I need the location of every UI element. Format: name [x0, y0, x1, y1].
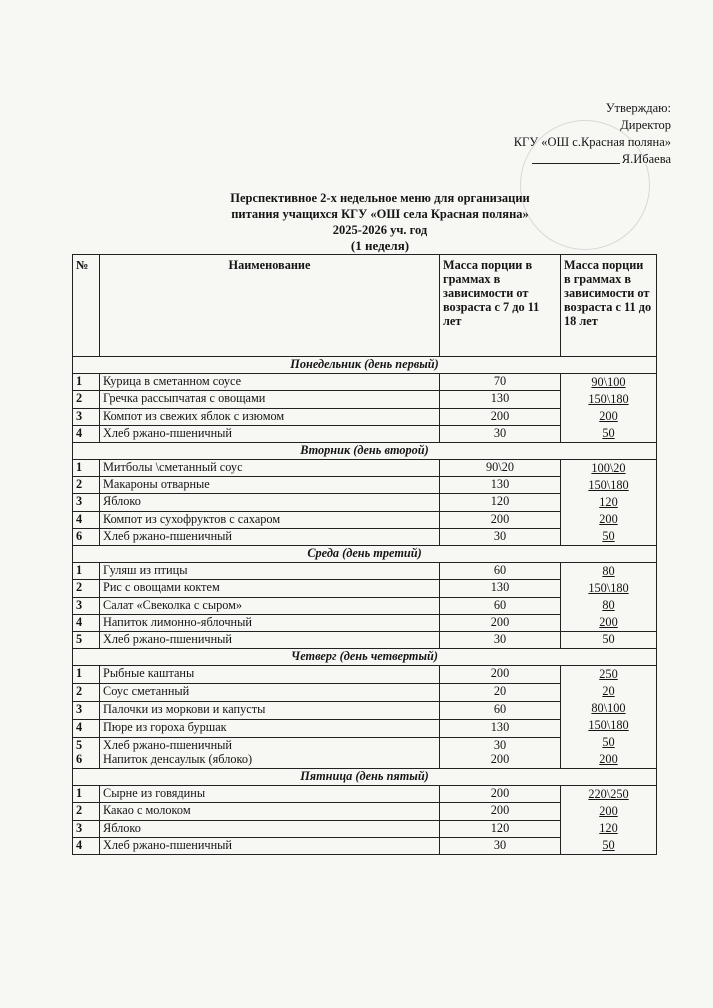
- day-title: Понедельник (день первый): [73, 357, 657, 374]
- title-line-2: питания учащихся КГУ «ОШ села Красная поляна»: [231, 207, 529, 221]
- day-title: Пятница (день пятый): [73, 769, 657, 786]
- item-name: Хлеб ржано-пшеничный: [100, 632, 440, 649]
- item-mass-7-11: 90\20: [440, 460, 561, 477]
- mass-11-18-value: 150\180: [588, 718, 629, 732]
- day-row: [73, 443, 657, 460]
- title-line-1: Перспективное 2-х недельное меню для организации: [230, 191, 530, 205]
- item-mass-7-11: 30: [440, 528, 561, 545]
- item-mass-11-18: 50: [561, 632, 657, 649]
- mass-11-18-value: 200: [599, 804, 618, 818]
- item-name: Рис с овощами коктем: [100, 580, 440, 597]
- mass-11-18-value: 50: [602, 735, 615, 749]
- item-name: Рыбные каштаны: [100, 666, 440, 684]
- item-name: Сырне из говядины: [100, 786, 440, 803]
- item-number: 4: [73, 511, 100, 528]
- item-number: 4: [73, 614, 100, 631]
- cell-line: 5: [76, 738, 83, 753]
- item-mass-7-11: 130: [440, 477, 561, 494]
- document-title: [200, 190, 560, 254]
- menu-body: [73, 357, 657, 855]
- mass-11-18-value: 200: [599, 512, 618, 526]
- item-number: 2: [73, 684, 100, 702]
- header-mass-11-18: Масса порции в граммах в зависимости от возраста с 11 до 18 лет: [561, 255, 657, 357]
- mass-11-18-value: 50: [602, 529, 615, 543]
- mass-11-18-group: [561, 666, 657, 769]
- header-name-label: Наименование: [228, 258, 311, 272]
- cell-line: Напиток денсаулык (яблоко): [103, 752, 253, 767]
- cell-line: 6: [76, 752, 83, 767]
- item-name: Компот из свежих яблок с изюмом: [100, 408, 440, 425]
- mass-11-18-value: 80: [602, 564, 615, 578]
- item-number: 1: [73, 460, 100, 477]
- mass-11-18-value: 150\180: [588, 478, 629, 492]
- item-mass-7-11: 60: [440, 702, 561, 720]
- menu-table: [72, 254, 657, 855]
- item-number: 2: [73, 477, 100, 494]
- item-number: 3: [73, 597, 100, 614]
- item-name: Салат «Свеколка с сыром»: [100, 597, 440, 614]
- item-name: Компот из сухофруктов с сахаром: [100, 511, 440, 528]
- cell-line: 200: [490, 752, 510, 767]
- item-number: 1: [73, 786, 100, 803]
- item-mass-7-11: 200: [440, 511, 561, 528]
- item-number: 2: [73, 803, 100, 820]
- item-number: 4: [73, 425, 100, 442]
- day-title: Четверг (день четвертый): [73, 649, 657, 666]
- item-name: Курица в сметанном соусе: [100, 374, 440, 391]
- item-mass-7-11: 200: [440, 786, 561, 803]
- item-name: Гречка рассыпчатая с овощами: [100, 391, 440, 408]
- day-row: [73, 357, 657, 374]
- mass-11-18-value: 80\100: [591, 701, 626, 715]
- mass-11-18-value: 150\180: [588, 392, 629, 406]
- item-mass-7-11: 60: [440, 597, 561, 614]
- item-number: 3: [73, 494, 100, 511]
- item-name: Митболы \сметанный соус: [100, 460, 440, 477]
- title-year: 2025-2026 уч. год: [332, 223, 428, 237]
- day-row: [73, 546, 657, 563]
- day-title: Вторник (день второй): [73, 443, 657, 460]
- mass-11-18-value: 150\180: [588, 581, 629, 595]
- table-row: [73, 563, 657, 580]
- item-name: Палочки из моркови и капусты: [100, 702, 440, 720]
- item-number: 1: [73, 374, 100, 391]
- item-name: Яблоко: [100, 820, 440, 837]
- mass-11-18-value: 200: [599, 615, 618, 629]
- mass-11-18-value: 120: [599, 495, 618, 509]
- mass-11-18-group: [561, 460, 657, 546]
- item-number: 4: [73, 837, 100, 854]
- item-mass-7-11: 130: [440, 720, 561, 738]
- item-mass-7-11: 120: [440, 494, 561, 511]
- header-number: №: [73, 255, 100, 357]
- item-number: 3: [73, 702, 100, 720]
- item-number: 3: [73, 820, 100, 837]
- approval-signer: Я.Ибаева: [621, 152, 671, 166]
- table-row: [73, 632, 657, 649]
- table-row: [73, 786, 657, 803]
- item-name: Хлеб ржано-пшеничный: [100, 425, 440, 442]
- table-row: [73, 374, 657, 391]
- mass-11-18-value: 50: [602, 426, 615, 440]
- approval-position: Директор: [620, 118, 671, 132]
- day-title: Среда (день третий): [73, 546, 657, 563]
- item-number: 2: [73, 391, 100, 408]
- item-number: 6: [73, 528, 100, 545]
- mass-11-18-value: 200: [599, 752, 618, 766]
- approval-organization: КГУ «ОШ с.Красная поляна»: [513, 135, 671, 149]
- item-mass-7-11: 200: [440, 614, 561, 631]
- item-name: Пюре из гороха буршак: [100, 720, 440, 738]
- mass-11-18-group: [561, 374, 657, 443]
- day-row: [73, 649, 657, 666]
- item-number: [73, 738, 100, 769]
- table-row: [73, 666, 657, 684]
- item-name: [100, 738, 440, 769]
- item-mass-7-11: 20: [440, 684, 561, 702]
- item-mass-7-11: [440, 738, 561, 769]
- item-name: Хлеб ржано-пшеничный: [100, 837, 440, 854]
- header-row: [73, 255, 657, 357]
- mass-11-18-group: [561, 563, 657, 632]
- item-mass-7-11: 120: [440, 820, 561, 837]
- cell-line: Хлеб ржано-пшеничный: [103, 738, 233, 753]
- mass-11-18-value: 80: [602, 598, 615, 612]
- item-number: 2: [73, 580, 100, 597]
- mass-11-18-value: 200: [599, 409, 618, 423]
- item-mass-7-11: 200: [440, 666, 561, 684]
- item-number: 1: [73, 666, 100, 684]
- item-number: 1: [73, 563, 100, 580]
- mass-11-18-value: 20: [602, 684, 615, 698]
- header-mass-7-11: Масса порции в граммах в зависимости от возраста с 7 до 11 лет: [440, 255, 561, 357]
- item-name: Напиток лимонно-яблочный: [100, 614, 440, 631]
- item-number: 3: [73, 408, 100, 425]
- item-number: 4: [73, 720, 100, 738]
- day-row: [73, 769, 657, 786]
- item-name: Яблоко: [100, 494, 440, 511]
- approval-heading: Утверждаю:: [605, 101, 671, 115]
- title-week: (1 неделя): [350, 238, 410, 253]
- mass-11-18-value: 50: [602, 838, 615, 852]
- item-mass-7-11: 130: [440, 391, 561, 408]
- header-name: [100, 255, 440, 357]
- item-mass-7-11: 60: [440, 563, 561, 580]
- mass-11-18-value: 100\20: [591, 461, 626, 475]
- mass-11-18-value: 250: [599, 667, 618, 681]
- item-mass-7-11: 30: [440, 632, 561, 649]
- item-name: Какао с молоком: [100, 803, 440, 820]
- item-name: Гуляш из птицы: [100, 563, 440, 580]
- table-row: [73, 460, 657, 477]
- item-mass-7-11: 200: [440, 408, 561, 425]
- item-number: 5: [73, 632, 100, 649]
- mass-11-18-value: 90\100: [591, 375, 626, 389]
- cell-line: 30: [493, 738, 507, 753]
- item-name: Соус сметанный: [100, 684, 440, 702]
- item-name: Хлеб ржано-пшеничный: [100, 528, 440, 545]
- item-mass-7-11: 30: [440, 425, 561, 442]
- item-mass-7-11: 200: [440, 803, 561, 820]
- mass-11-18-value: 220\250: [588, 787, 629, 801]
- item-mass-7-11: 70: [440, 374, 561, 391]
- item-name: Макароны отварные: [100, 477, 440, 494]
- item-mass-7-11: 30: [440, 837, 561, 854]
- mass-11-18-group: [561, 786, 657, 855]
- item-mass-7-11: 130: [440, 580, 561, 597]
- mass-11-18-value: 120: [599, 821, 618, 835]
